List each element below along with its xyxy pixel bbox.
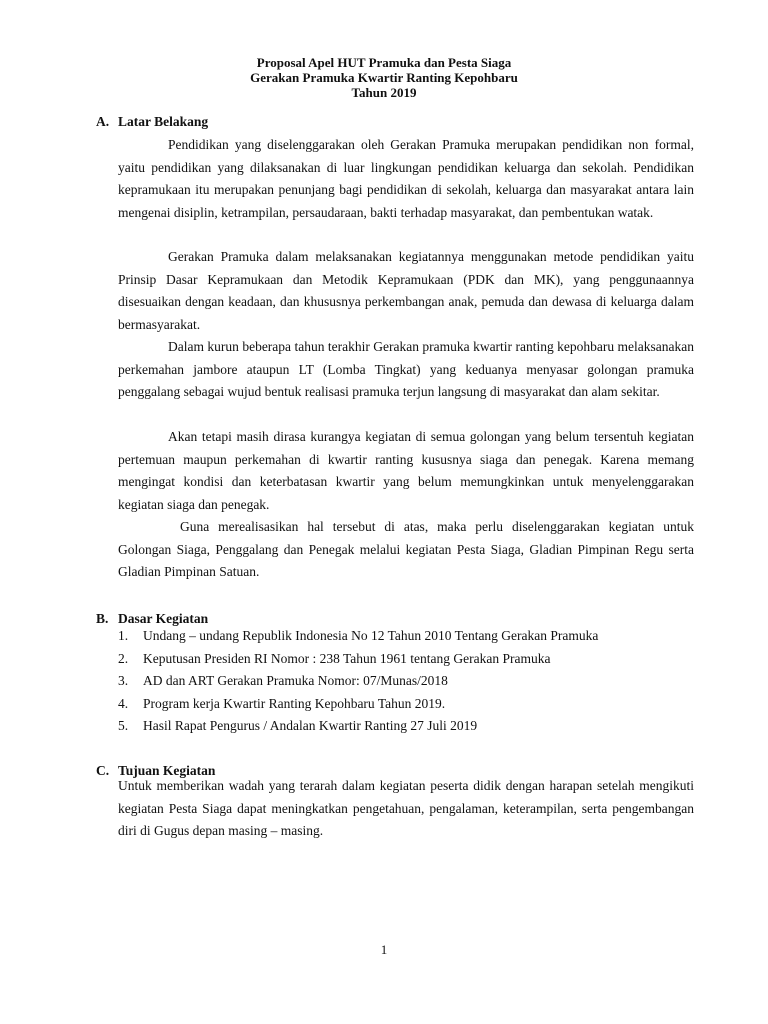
section-b-title: Dasar Kegiatan <box>118 611 209 626</box>
section-a-letter: A. <box>96 114 110 129</box>
list-item <box>118 693 718 716</box>
list-item-number: 2. <box>118 650 129 666</box>
section-a-paragraph-4: Akan tetapi masih dirasa kurangya kegiatan di semua golongan yang belum tersentuh kegiatan pertemuan maupun perkemahan di kwartir ranting kususnya siaga dan penegak. Karena memang mengingat kondisi dan keterbatasan kwartir yang belum memungkinkan untuk menyelenggarakan kegiatan siaga dan penegak. <box>118 429 694 512</box>
section-a-paragraph-5: Guna merealisasikan hal tersebut di atas, maka perlu diselenggarakan kegiatan untuk Golongan Siaga, Penggalang dan Penegak melalui kegiatan Pesta Siaga, Gladian Pimpinan Regu serta Gladian Pimpinan Satuan. <box>118 519 694 579</box>
section-a-paragraph-2: Gerakan Pramuka dalam melaksanakan kegiatannya menggunakan metode pendidikan yaitu Prinsip Dasar Kepramukaan dan Metodik Kepramukaan (PDK dan MK), yang penggunaannya disesuaikan dengan keadaan, dan khususnya perkembangan anak, pemuda dan dewasa di keluarga dalam bermasyarakat. <box>118 249 694 332</box>
list-item-text: Undang – undang Republik Indonesia No 12 Tahun 2010 Tentang Gerakan Pramuka <box>143 628 599 643</box>
section-c-title: Tujuan Kegiatan <box>118 763 216 778</box>
list-item-number: 5. <box>118 718 129 733</box>
document-title-line-2: Gerakan Pramuka Kwartir Ranting Kepohbaru <box>250 70 518 85</box>
page-number: 1 <box>380 942 388 957</box>
dasar-kegiatan-list <box>118 625 718 738</box>
document-title-line-1: Proposal Apel HUT Pramuka dan Pesta Siaga <box>256 55 512 70</box>
list-item-text: Keputusan Presiden RI Nomor : 238 Tahun 1961 tentang Gerakan Pramuka <box>143 650 551 666</box>
list-item-text: Program kerja Kwartir Ranting Kepohbaru Tahun 2019. <box>143 695 446 711</box>
list-item-text: AD dan ART Gerakan Pramuka Nomor: 07/Munas/2018 <box>143 673 448 688</box>
list-item-text: Hasil Rapat Pengurus / Andalan Kwartir Ranting 27 Juli 2019 <box>143 718 478 733</box>
list-item <box>118 648 718 671</box>
section-b-letter: B. <box>96 611 109 626</box>
section-a-title: Latar Belakang <box>118 114 209 129</box>
list-item-number: 3. <box>118 673 129 688</box>
list-item <box>118 715 718 738</box>
list-item <box>118 670 718 693</box>
section-c-paragraph: Untuk memberikan wadah yang terarah dalam kegiatan peserta didik dengan harapan setelah mengikuti kegiatan Pesta Siaga dapat meningkatkan pengetahuan, pengalaman, keterampilan, serta pengembangan diri di Gugus depan masing – masing. <box>118 778 694 838</box>
list-item-number: 1. <box>118 628 129 643</box>
list-item <box>118 625 718 648</box>
document-title-line-3: Tahun 2019 <box>351 85 417 100</box>
section-a-paragraph-1: Pendidikan yang diselenggarakan oleh Gerakan Pramuka merupakan pendidikan non formal, yaitu pendidikan yang dilaksanakan di luar lingkungan pendidikan keluarga dan sekolah. Pendidikan kepramukaan itu merupakan penunjang bagi pendidikan di sekolah, keluarga dan masyarakat antara lain mengenai disiplin, ketrampilan, persaudaraan, bakti terhadap masyarakat, dan pembentukan watak. <box>118 137 694 220</box>
section-a-paragraph-3: Dalam kurun beberapa tahun terakhir Gerakan pramuka kwartir ranting kepohbaru melaksanakan perkemahan jambore ataupun LT (Lomba Tingkat) yang keduanya menyasar golongan pramuka penggalang sebagai wujud bentuk realisasi pramuka terjun langsung di masyarakat dan alam sekitar. <box>118 339 694 399</box>
section-c-letter: C. <box>96 763 110 778</box>
list-item-number: 4. <box>118 695 129 711</box>
